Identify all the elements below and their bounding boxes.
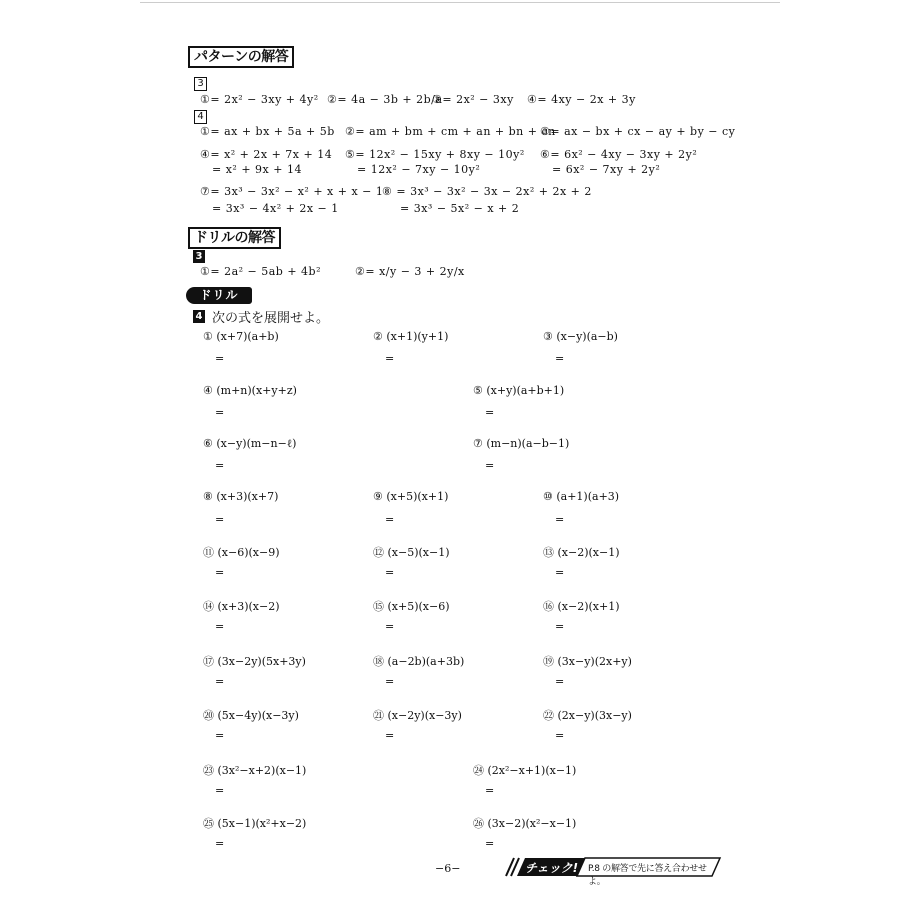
problem-9: ⑨ (x+5)(x+1) <box>373 490 449 503</box>
problem-15: ⑮ (x+5)(x−6) <box>373 600 450 613</box>
pattern-3-answer-2: ②= 4a − 3b + 2b/a <box>327 93 443 106</box>
answer-blank-1: = <box>215 352 225 365</box>
pattern-3-answer-4: ④= 4xy − 2x + 3y <box>527 93 636 106</box>
problem-23: ㉓ (3x²−x+2)(x−1) <box>203 764 307 777</box>
pattern-4-answer-8-line-1: ⑧ = 3x³ − 3x² − 3x − 2x² + 2x + 2 <box>382 185 592 198</box>
check-instruction: P.8 の解答で先に答え合わせせよ。 <box>588 864 707 887</box>
drill-3-answer-1: ①= 2a² − 5ab + 4b² <box>200 265 322 278</box>
pattern-4-answer-1: ①= ax + bx + 5a + 5b <box>200 125 335 138</box>
problem-14: ⑭ (x+3)(x−2) <box>203 600 280 613</box>
pattern-4-answer-4-line-2: = x² + 9x + 14 <box>212 163 302 176</box>
answer-blank-18: = <box>385 675 395 688</box>
problem-13: ⑬ (x−2)(x−1) <box>543 546 620 559</box>
answer-blank-6: = <box>215 459 225 472</box>
drill-3-answer-2: ②= x/y − 3 + 2y/x <box>355 265 465 278</box>
answer-blank-25: = <box>215 837 225 850</box>
pattern-4-answer-5-line-1: ⑤= 12x² − 15xy + 8xy − 10y² <box>345 148 525 161</box>
answer-blank-19: = <box>555 675 565 688</box>
problem-25: ㉕ (5x−1)(x²+x−2) <box>203 817 307 830</box>
check-banner <box>500 857 722 887</box>
pattern-4-answer-6-line-2: = 6x² − 7xy + 2y² <box>552 163 661 176</box>
problem-21: ㉑ (x−2y)(x−3y) <box>373 709 462 722</box>
drill-answers-title: ドリルの解答 <box>194 230 275 246</box>
problem-24: ㉔ (2x²−x+1)(x−1) <box>473 764 577 777</box>
problem-10: ⑩ (a+1)(a+3) <box>543 490 620 503</box>
pattern-4-number: 4 <box>194 110 207 124</box>
pattern-3-answer-1: ①= 2x² − 3xy + 4y² <box>200 93 319 106</box>
answer-blank-26: = <box>485 837 495 850</box>
problem-8: ⑧ (x+3)(x+7) <box>203 490 279 503</box>
answer-blank-7: = <box>485 459 495 472</box>
pattern-4-answer-7-line-1: ⑦= 3x³ − 3x² − x² + x + x − 1 <box>200 185 384 198</box>
problem-18: ⑱ (a−2b)(a+3b) <box>373 655 465 668</box>
answer-blank-14: = <box>215 620 225 633</box>
problem-2: ② (x+1)(y+1) <box>373 330 449 343</box>
exercise-4-number: 4 <box>193 310 205 323</box>
answer-blank-21: = <box>385 729 395 742</box>
answer-blank-8: = <box>215 513 225 526</box>
problem-17: ⑰ (3x−2y)(5x+3y) <box>203 655 306 668</box>
problem-4: ④ (m+n)(x+y+z) <box>203 384 297 397</box>
problem-7: ⑦ (m−n)(a−b−1) <box>473 437 570 450</box>
problem-22: ㉒ (2x−y)(3x−y) <box>543 709 632 722</box>
page-number: −6− <box>435 862 461 875</box>
answer-blank-15: = <box>385 620 395 633</box>
answer-blank-17: = <box>215 675 225 688</box>
problem-11: ⑪ (x−6)(x−9) <box>203 546 280 559</box>
problem-1: ① (x+7)(a+b) <box>203 330 279 343</box>
answer-blank-12: = <box>385 566 395 579</box>
drill-3-number: 3 <box>193 250 205 263</box>
pattern-4-answer-4-line-1: ④= x² + 2x + 7x + 14 <box>200 148 333 161</box>
problem-26: ㉖ (3x−2)(x²−x−1) <box>473 817 577 830</box>
pattern-answers-header <box>188 46 294 68</box>
drill-logo: ドリル <box>186 287 252 304</box>
pattern-4-answer-5-line-2: = 12x² − 7xy − 10y² <box>357 163 481 176</box>
answer-blank-4: = <box>215 406 225 419</box>
answer-blank-5: = <box>485 406 495 419</box>
answer-blank-16: = <box>555 620 565 633</box>
answer-blank-2: = <box>385 352 395 365</box>
scan-top-line <box>140 2 780 3</box>
problem-16: ⑯ (x−2)(x+1) <box>543 600 620 613</box>
answer-blank-23: = <box>215 784 225 797</box>
pattern-3-number: 3 <box>194 77 207 91</box>
pattern-answers-title: パターンの解答 <box>194 49 289 65</box>
problem-6: ⑥ (x−y)(m−n−ℓ) <box>203 437 297 450</box>
answer-blank-10: = <box>555 513 565 526</box>
answer-blank-3: = <box>555 352 565 365</box>
problem-3: ③ (x−y)(a−b) <box>543 330 618 343</box>
pattern-4-answer-8-line-2: = 3x³ − 5x² − x + 2 <box>400 202 520 215</box>
pattern-3-answer-3: ③= 2x² − 3xy <box>432 93 514 106</box>
answer-blank-13: = <box>555 566 565 579</box>
answer-blank-20: = <box>215 729 225 742</box>
problem-12: ⑫ (x−5)(x−1) <box>373 546 450 559</box>
answer-blank-11: = <box>215 566 225 579</box>
pattern-4-answer-7-line-2: = 3x³ − 4x² + 2x − 1 <box>212 202 339 215</box>
pattern-4-answer-2: ②= am + bm + cm + an + bn + cn <box>345 125 556 138</box>
drill-answers-header <box>188 227 281 249</box>
check-label: チェック! <box>525 861 579 875</box>
answer-blank-9: = <box>385 513 395 526</box>
pattern-4-answer-6-line-1: ⑥= 6x² − 4xy − 3xy + 2y² <box>540 148 698 161</box>
problem-19: ⑲ (3x−y)(2x+y) <box>543 655 632 668</box>
answer-blank-24: = <box>485 784 495 797</box>
problem-20: ⑳ (5x−4y)(x−3y) <box>203 709 299 722</box>
answer-blank-22: = <box>555 729 565 742</box>
exercise-instruction: 次の式を展開せよ。 <box>212 311 330 326</box>
problem-5: ⑤ (x+y)(a+b+1) <box>473 384 565 397</box>
pattern-4-answer-3: ③= ax − bx + cx − ay + by − cy <box>540 125 736 138</box>
